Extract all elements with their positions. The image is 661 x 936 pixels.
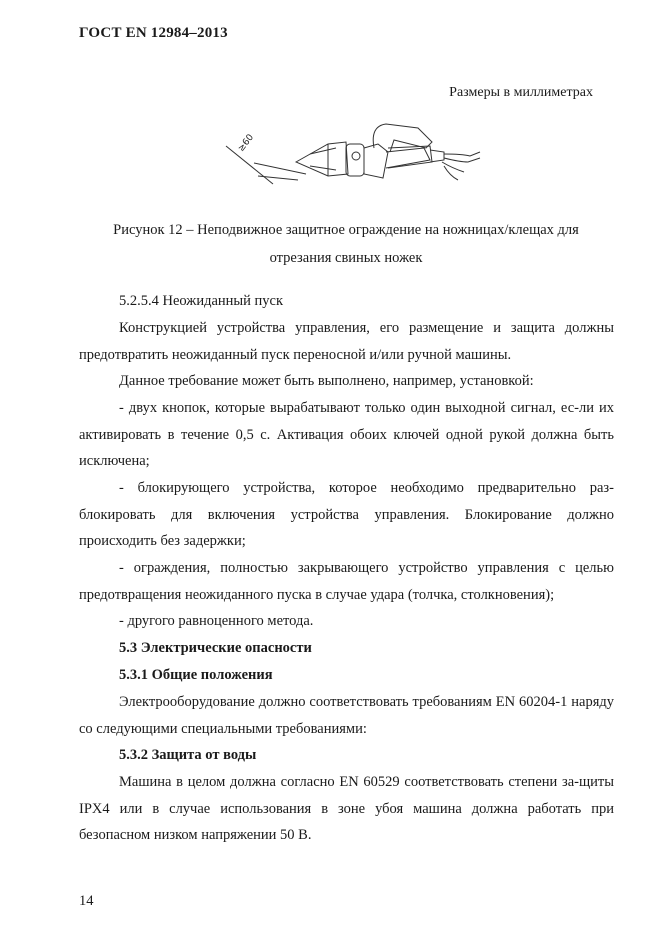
figure-caption-line-2: отрезания свиных ножек bbox=[269, 250, 423, 266]
dimension-line-2 bbox=[258, 176, 298, 180]
section-5-3-2-heading: 5.3.2 Защита от воды bbox=[119, 747, 257, 763]
figure-caption-line-1: Рисунок 12 – Неподвижное защитное ограждение на ножницах/клещах для bbox=[113, 222, 579, 238]
section-5-3-heading: 5.3 Электрические опасности bbox=[119, 640, 312, 656]
dimension-label: ≥60 bbox=[236, 132, 257, 154]
list-item-blocking-device: - блокирующего устройства, которое необходимо предварительно раз-блокировать для включения устройства управления. Блокирование должно происходить без задержки; bbox=[79, 480, 614, 549]
conical-guard-shape bbox=[296, 142, 348, 176]
page-number: 14 bbox=[79, 893, 94, 909]
dimension-line bbox=[254, 163, 306, 174]
dimensions-note: Размеры в миллиметрах bbox=[449, 85, 593, 100]
document-code-header: ГОСТ EN 12984–2013 bbox=[79, 25, 228, 41]
paragraph-requirement-intro: Данное требование может быть выполнено, например, установкой: bbox=[119, 373, 534, 389]
section-5-2-5-4-title: 5.2.5.4 Неожиданный пуск bbox=[119, 293, 284, 309]
section-5-3-1-heading: 5.3.1 Общие положения bbox=[119, 667, 273, 683]
dimension-extension-line bbox=[226, 146, 273, 184]
paragraph-control-design: Конструкцией устройства управления, его размещение и защита должны предотвратить неожиданный пуск переносной и/или ручной машины. bbox=[79, 320, 614, 363]
list-item-enclosing-guard: - ограждения, полностью закрывающего устройство управления с целью предотвращения неожиданного пуска в случае удара (толчка, столкновения); bbox=[79, 560, 614, 603]
list-item-other-method: - другого равноценного метода. bbox=[119, 613, 314, 629]
paragraph-electrical-equipment: Электрооборудование должно соответствовать требованиям EN 60204-1 наряду со следующими специальными требованиями: bbox=[79, 694, 614, 737]
list-item-two-buttons: - двух кнопок, которые вырабатывают только один выходной сигнал, ес-ли их активировать в течение 0,5 с. Активация обоих ключей одной рукой должна быть исключена; bbox=[79, 400, 614, 469]
paragraph-water-protection: Машина в целом должна согласно EN 60529 соответствовать степени за-щиты IPX4 или в случае использования в зоне убоя машина должна работать при безопасном низком напряжении 50 В. bbox=[79, 774, 614, 843]
shear-guard-figure bbox=[218, 118, 488, 190]
